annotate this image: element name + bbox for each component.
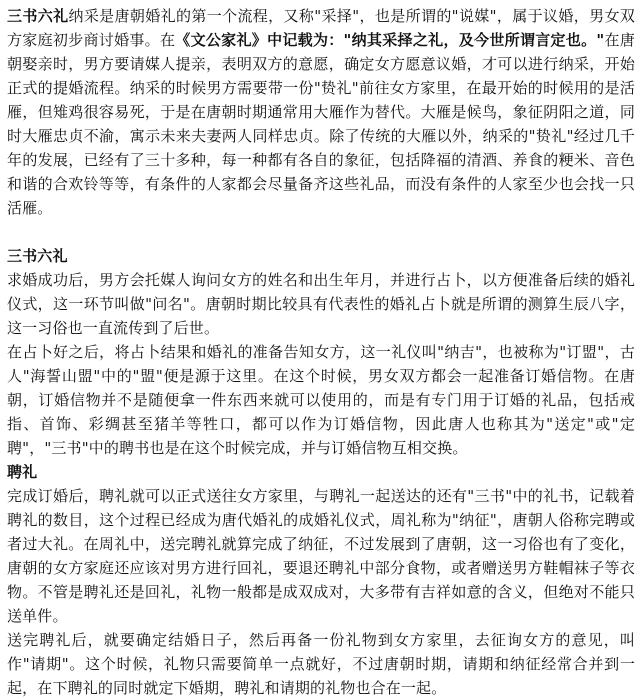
intro-text-2: 在唐朝娶亲时，男方要请媒人提亲，表明双方的意愿，确定女方愿意议婚，才可以进行纳采，开始正式的提婚流程。纳采的时候男方需要带一份"贽礼"前往女方家里，在最开始的时候用的是活雁，但雉鸡很容易死，于是在唐朝时期通常用大雁作为替代。大雁是候鸟，象征阴阳之道，同时大雁忠贞不渝，寓示未来夫妻两人同样忠贞。除了传统的大雁以外，纳采的"贽礼"经过几千年的发展，已经有了三十多种，每一种都有各自的象征，包括降福的清酒、养食的粳米、音色和谐的合欢铃等等，有条件的人家都会尽量备齐这些礼品，而没有条件的人家至少也会找一只活雁。 [7,31,636,217]
section1-paragraph-1: 求婚成功后，男方会托媒人询问女方的姓名和出生年月，并进行占卜，以方便准备后续的婚礼仪式，这一环节叫做"问名"。唐朝时期比较具有代表性的婚礼占卜就是所谓的测算生辰八字，这一习俗也一直流传到了后世。 [7,271,635,337]
section2-paragraph-1: 完成订婚后，聘礼就可以正式送往女方家里，与聘礼一起送达的还有"三书"中的礼书，记载着聘礼的数目，这个过程已经成为唐代婚礼的成婚礼仪式，周礼称为"纳征"，唐朝人俗称完聘或者过大礼。在周礼中，送完聘礼就算完成了纳征，不过发展到了唐朝，这一习俗也有了变化，唐朝的女方家庭还应该对男方进行回礼，要退还聘礼中部分食物，或者赠送男方鞋帽袜子等衣物。不管是聘礼还是回礼，礼物一般都是成双成对，大多带有吉祥如意的含义，但绝对不能只送单件。 [7,487,635,625]
section1-paragraph-2: 在占卜好之后，将占卜结果和婚礼的准备告知女方，这一礼仪叫"纳吉"，也被称为"订盟"，古人"海誓山盟"中的"盟"便是源于这里。在这个时候，男女双方都会一起准备订婚信物。在唐朝，订婚信物并不是随便拿一件东西来就可以使用的，而是有专门用于订婚的礼品，包括戒指、首饰、彩绸甚至猪羊等牲口，都可以作为订婚信物，因此唐人也称其为"送定"或"定聘"，"三书"中的聘书也是在这个时候完成，并与订婚信物互相交换。 [7,343,635,457]
article [7,4,635,700]
section-heading-sanshu: 三书六礼 [7,247,68,265]
intro-text-1: 纳采是唐朝婚礼的第一个流程，又称"采择"，也是所谓的"说媒"，属于议婚，男女双方家庭初步商讨婚事。在 [7,7,635,49]
paragraph-gap [7,220,635,244]
section2-paragraph-2: 送完聘礼后，就要确定结婚日子，然后再备一份礼物到女方家里，去征询女方的意见，叫作"请期"。这个时候，礼物只需要简单一点就好，不过唐朝时期，请期和纳征经常合并到一起，在下聘礼的同时就定下婚期，聘礼和请期的礼物也合在一起。 [7,631,635,697]
intro-lead: 三书六礼 [7,7,69,25]
section-heading-pinli: 聘礼 [7,463,38,481]
intro-paragraph [7,4,635,220]
intro-quote: 《文公家礼》中记载为："纳其采择之礼，及今世所谓言定也。" [175,31,605,49]
